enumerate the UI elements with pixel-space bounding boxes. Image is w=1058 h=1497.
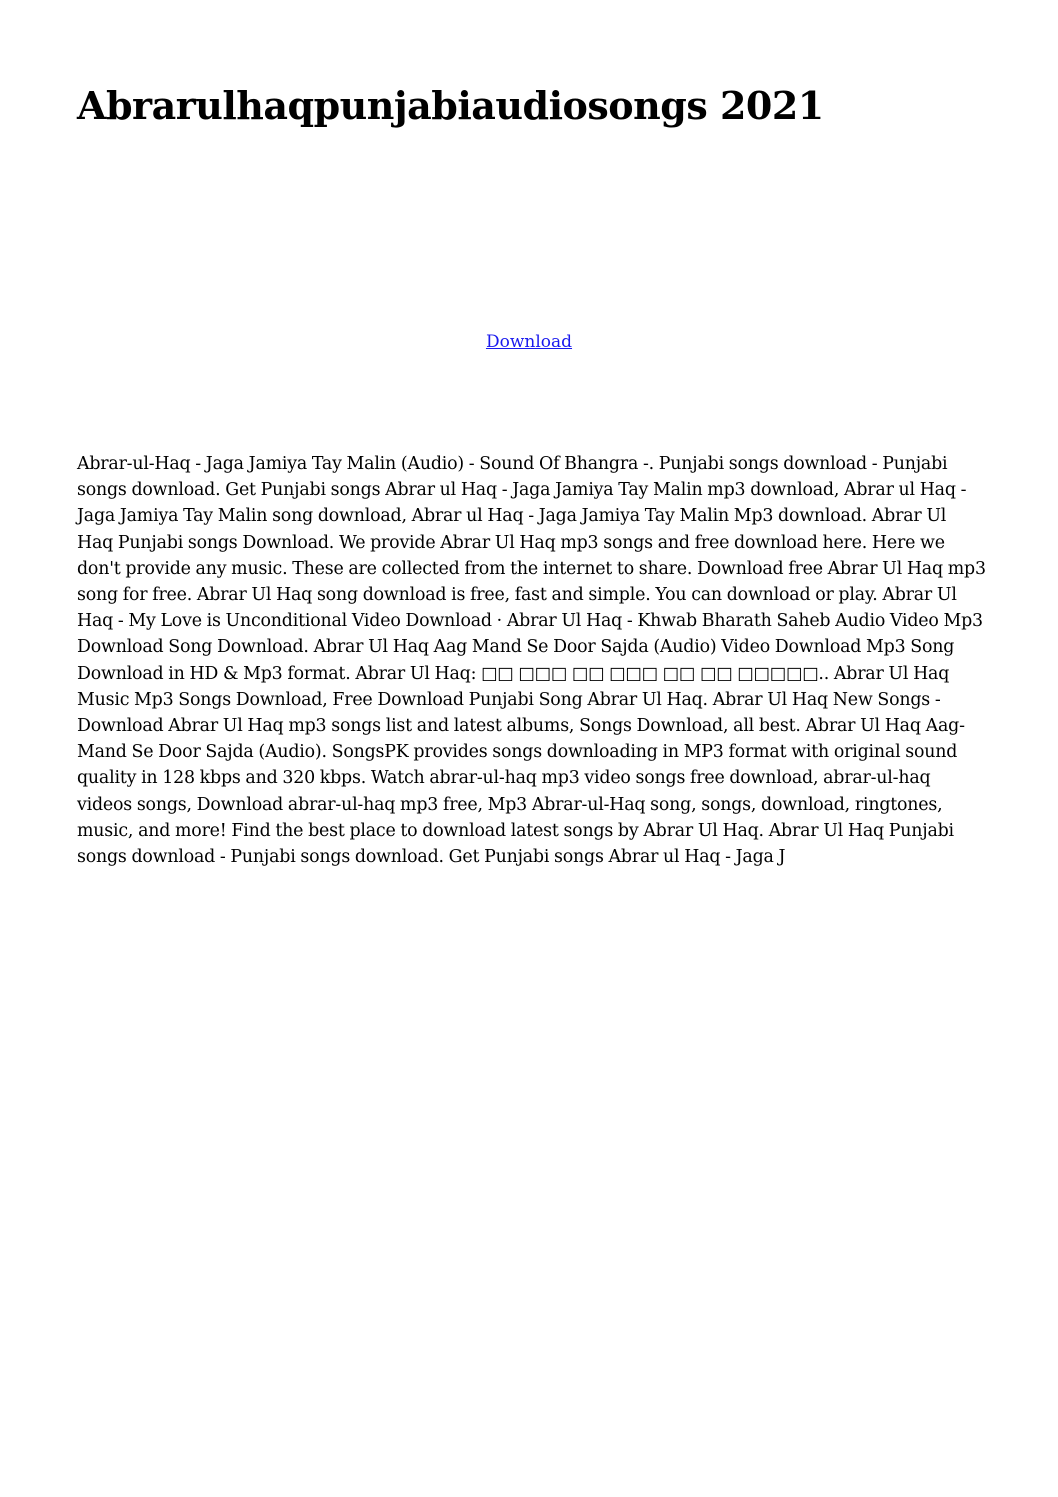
- body-paragraph: Abrar-ul-Haq - Jaga Jamiya Tay Malin (Audio) - Sound Of Bhangra -. Punjabi songs download - Punjabi songs download. Get Punjabi songs Abrar ul Haq - Jaga Jamiya Tay Malin mp3 download, Abrar ul Haq - Jaga Jamiya Tay Malin song download, Abrar ul Haq - Jaga Jamiya Tay Malin Mp3 download. Abrar Ul Haq Punjabi songs Download. We provide Abrar Ul Haq mp3 songs and free download here. Here we don't provide any music. These are collected from the internet to share. Download free Abrar Ul Haq mp3 song for free. Abrar Ul Haq song download is free, fast and simple. You can download or play. Abrar Ul Haq - My Love is Unconditional Video Download · Abrar Ul Haq - Khwab Bharath Saheb Audio Video Mp3 Download Song Download. Abrar Ul Haq Aag Mand Se Door Sajda (Audio) Video Download Mp3 Song Download in HD & Mp3 format. Abrar Ul Haq: □□ □□□ □□ □□□ □□ □□ □□□□□.. Abrar Ul Haq Music Mp3 Songs Download, Free Download Punjabi Song Abrar Ul Haq. Abrar Ul Haq New Songs - Download Abrar Ul Haq mp3 songs list and latest albums, Songs Download, all best. Abrar Ul Haq Aag-Mand Se Door Sajda (Audio). SongsPK provides songs downloading in MP3 format with original sound quality in 128 kbps and 320 kbps. Watch abrar-ul-haq mp3 video songs free download, abrar-ul-haq videos songs, Download abrar-ul-haq mp3 free, Mp3 Abrar-ul-Haq song, songs, download, ringtones, music, and more! Find the best place to download latest songs by Abrar Ul Haq. Abrar Ul Haq Punjabi songs download - Punjabi songs download. Get Punjabi songs Abrar ul Haq - Jaga J: [77, 454, 986, 868]
- download-link[interactable]: Download: [485, 332, 573, 352]
- document-title: Abrarulhaqpunjabiaudiosongs 2021: [77, 83, 824, 128]
- download-link-container: [0, 330, 1058, 354]
